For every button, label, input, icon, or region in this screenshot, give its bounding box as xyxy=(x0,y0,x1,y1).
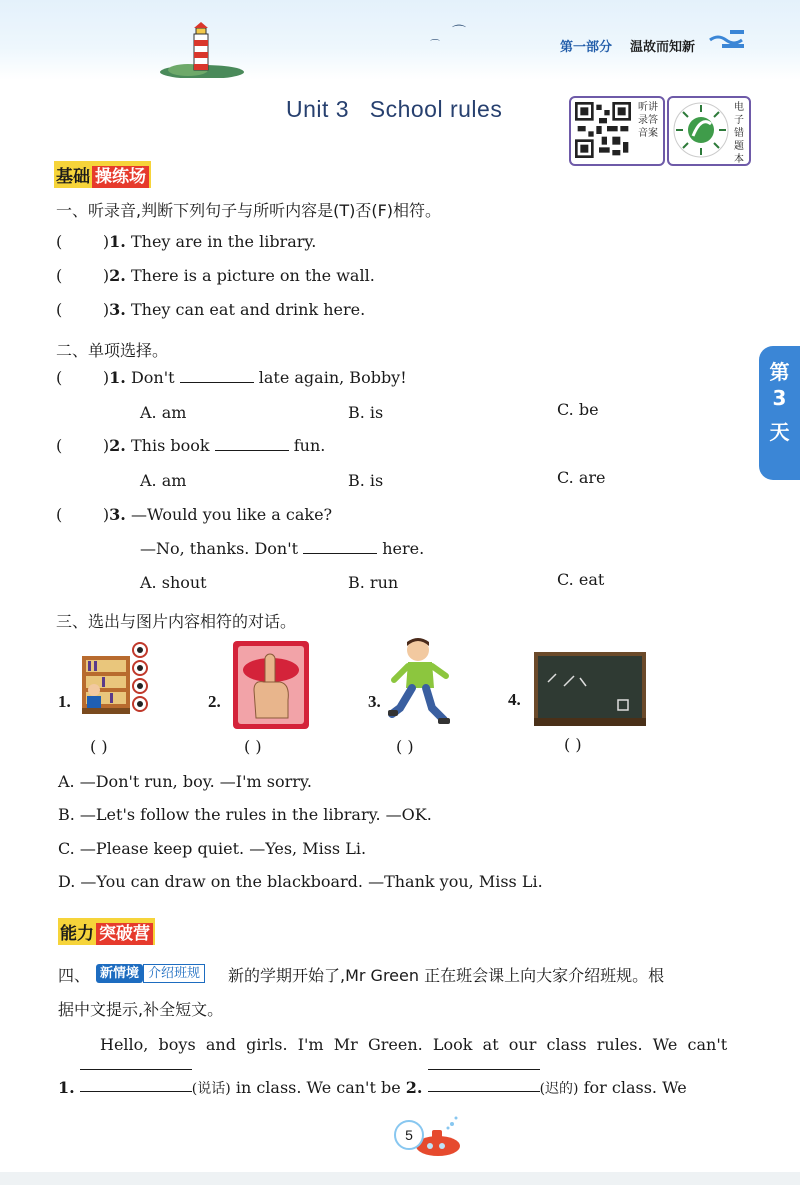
question-3-heading: 三、选出与图片内容相符的对话。 xyxy=(56,612,297,631)
quiet-sign-picture xyxy=(232,640,310,730)
q1-item-2: ( )2. There is a picture on the wall. xyxy=(56,266,375,285)
q2-item-3: ( )3. —Would you like a cake? xyxy=(56,505,333,524)
passage-blank-1[interactable] xyxy=(80,1077,192,1093)
mini-program-code-icon xyxy=(673,102,729,158)
wave-icon xyxy=(708,28,748,50)
page-bottom-edge xyxy=(0,1172,800,1185)
q2-1-option-b: B. is xyxy=(348,403,384,422)
passage-line-2: 1. (说话) in class. We can't be 2. (迟的) for class. We xyxy=(58,1077,687,1098)
picture-2-answer[interactable]: ( ) xyxy=(244,737,262,756)
q2-3-option-b: B. run xyxy=(348,573,399,592)
section-tag-basic: 基础 操练场 xyxy=(54,161,151,188)
passage-line-1: Hello, boys and girls. I'm Mr Green. Look at our class rules. We can't xyxy=(100,1035,728,1054)
picture-1-number: 1. xyxy=(58,692,71,711)
dialogue-d: D. —You can draw on the blackboard. —Thank you, Miss Li. xyxy=(58,872,543,891)
picture-2-number: 2. xyxy=(208,692,221,711)
lighthouse-icon xyxy=(158,22,246,78)
q1-item-1: ( )1. They are in the library. xyxy=(56,232,317,251)
question-4-heading-line2: 据中文提示,补全短文。 xyxy=(58,1000,224,1019)
unit-title: Unit 3 School rules xyxy=(286,96,503,122)
question-2-heading: 二、单项选择。 xyxy=(56,341,169,360)
qr-error-book[interactable] xyxy=(667,96,751,166)
blackboard-picture xyxy=(534,652,646,728)
q2-2-option-c: C. are xyxy=(557,468,606,487)
dialogue-c: C. —Please keep quiet. —Yes, Miss Li. xyxy=(58,839,367,858)
qr-code-icon xyxy=(575,102,631,158)
page-number: 5 xyxy=(394,1120,424,1150)
bird-icon: ⌒ xyxy=(452,25,466,41)
dialogue-a: A. —Don't run, boy. —I'm sorry. xyxy=(58,772,312,791)
question-1-heading: 一、听录音,判断下列句子与所听内容是(T)否(F)相符。 xyxy=(56,201,442,220)
picture-4-number: 4. xyxy=(508,690,521,709)
passage-blank-2[interactable] xyxy=(428,1077,540,1093)
part-label: 第一部分 xyxy=(560,40,613,55)
running-boy-picture xyxy=(388,636,452,728)
library-picture xyxy=(80,640,152,720)
q2-3-option-c: C. eat xyxy=(557,570,605,589)
q2-item-2: ( )2. This book fun. xyxy=(56,436,326,455)
q2-1-option-c: C. be xyxy=(557,400,599,419)
day-tab: 第 3 天 xyxy=(759,346,800,480)
new-situation-tag: 新情境 介绍班规 xyxy=(96,962,205,981)
question-4-number: 四、 xyxy=(58,966,91,985)
picture-1-answer[interactable]: ( ) xyxy=(90,737,108,756)
q2-item-1: ( )1. Don't late again, Bobby! xyxy=(56,368,407,387)
q2-2-option-b: B. is xyxy=(348,471,384,490)
qr-listen[interactable] xyxy=(569,96,665,166)
qr-listen-label: 听讲录答音案 xyxy=(638,102,658,139)
question-4-heading-line1: 新的学期开始了,Mr Green 正在班会课上向大家介绍班规。根 xyxy=(228,966,665,985)
answer-blank[interactable] xyxy=(180,381,254,383)
qr-error-book-label: 电子错题本 xyxy=(734,102,744,165)
answer-blank[interactable] xyxy=(303,552,377,554)
q2-1-option-a: A. am xyxy=(140,403,187,422)
part-subtitle: 温故而知新 xyxy=(630,40,696,55)
q2-2-option-a: A. am xyxy=(140,471,187,490)
q2-3-line2: —No, thanks. Don't here. xyxy=(140,539,425,558)
picture-4-answer[interactable]: ( ) xyxy=(564,735,582,754)
dialogue-b: B. —Let's follow the rules in the library. —OK. xyxy=(58,805,432,824)
answer-blank[interactable] xyxy=(215,449,289,451)
q1-item-3: ( )3. They can eat and drink here. xyxy=(56,300,366,319)
section-tag-ability: 能力 突破营 xyxy=(58,918,155,945)
q2-3-option-a: A. shout xyxy=(140,573,207,592)
picture-3-answer[interactable]: ( ) xyxy=(396,737,414,756)
picture-3-number: 3. xyxy=(368,692,381,711)
bird-icon: ⌒ xyxy=(430,40,440,51)
